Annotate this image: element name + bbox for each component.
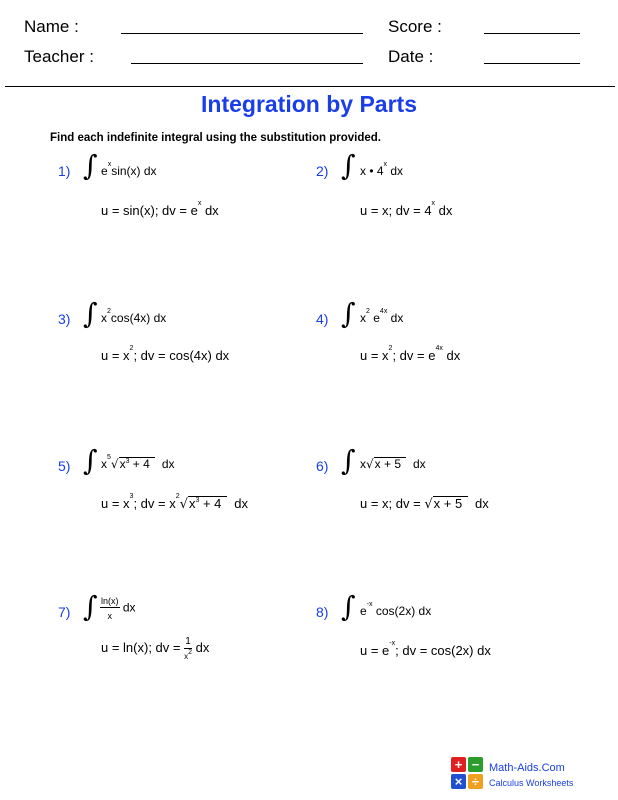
instructions: Find each indefinite integral using the substitution provided. [50,132,381,144]
minus-icon: − [468,757,483,772]
problem-4-integrand: $x^2$ $e^{4x}$ dx [360,308,404,325]
integral-sign: ∫ [341,590,356,623]
plus-icon: + [451,757,466,772]
problem-1-integrand: $e^x\sin(x)$ dx [101,161,157,178]
problem-8-number: 8) [316,604,329,620]
name-label: Name : [24,17,79,36]
divide-icon: ÷ [468,774,483,789]
problem-7-number: 7) [58,604,71,620]
problem-8-integrand: $e^{-x}$ cos(2x) dx [360,601,432,618]
problem-6-integrand: x√x + 5 dx [360,457,426,471]
integral-sign: ∫ [341,444,356,477]
date-field[interactable] [484,63,580,64]
integral-sign: ∫ [83,444,98,477]
problem-5-number: 5) [58,458,71,474]
math-aids-logo-icon [451,757,483,789]
name-field[interactable] [121,33,363,34]
teacher-field[interactable] [131,63,363,64]
integral-sign: ∫ [83,297,98,330]
footer-site: Math-Aids.Com [489,762,565,774]
times-icon: × [451,774,466,789]
problem-2-substitution: u = x; dv = $4^x$ dx [360,200,453,218]
problem-3-number: 3) [58,311,71,327]
problem-7-substitution: u = ln(x); dv = $\frac{1}{x^2}$ dx [101,636,210,661]
header-divider [5,86,615,87]
problem-5-integrand: $x^5√x^3 + 4$ dx [101,454,175,471]
date-label: Date : [388,47,434,66]
integral-sign: ∫ [341,297,356,330]
problem-4-number: 4) [316,311,329,327]
page-title: Integration by Parts [201,91,417,117]
score-field[interactable] [484,33,580,34]
footer-tagline: Calculus Worksheets [489,778,574,788]
problem-5-substitution: $u = x^3$; dv = $x^2√x^3 + 4$ dx [101,493,248,512]
problem-3-substitution: $u = x^2$; dv = cos(4x) dx [101,345,230,363]
problem-2-number: 2) [316,163,329,179]
score-label: Score : [388,17,442,36]
problem-8-substitution: $u = e^{-x}$; dv = cos(2x) dx [360,640,491,658]
problem-1-substitution: u = sin(x); dv = $e^x$ dx [101,200,219,218]
problem-7-integrand: $\frac{\ln(x)}{x}$ dx [101,596,136,621]
problem-2-integrand: x • 4$^x$ dx [360,161,404,178]
problem-6-number: 6) [316,458,329,474]
integral-sign: ∫ [83,590,98,623]
teacher-label: Teacher : [24,47,94,66]
problem-4-substitution: $u = x^2$; dv = $e^{4x}$ dx [360,345,461,363]
integral-sign: ∫ [341,149,356,182]
problem-3-integrand: $x^2\cos(4x)$ dx [101,308,167,325]
integral-sign: ∫ [83,149,98,182]
problem-1-number: 1) [58,163,71,179]
problem-6-substitution: u = x; dv = √x + 5 dx [360,496,489,512]
